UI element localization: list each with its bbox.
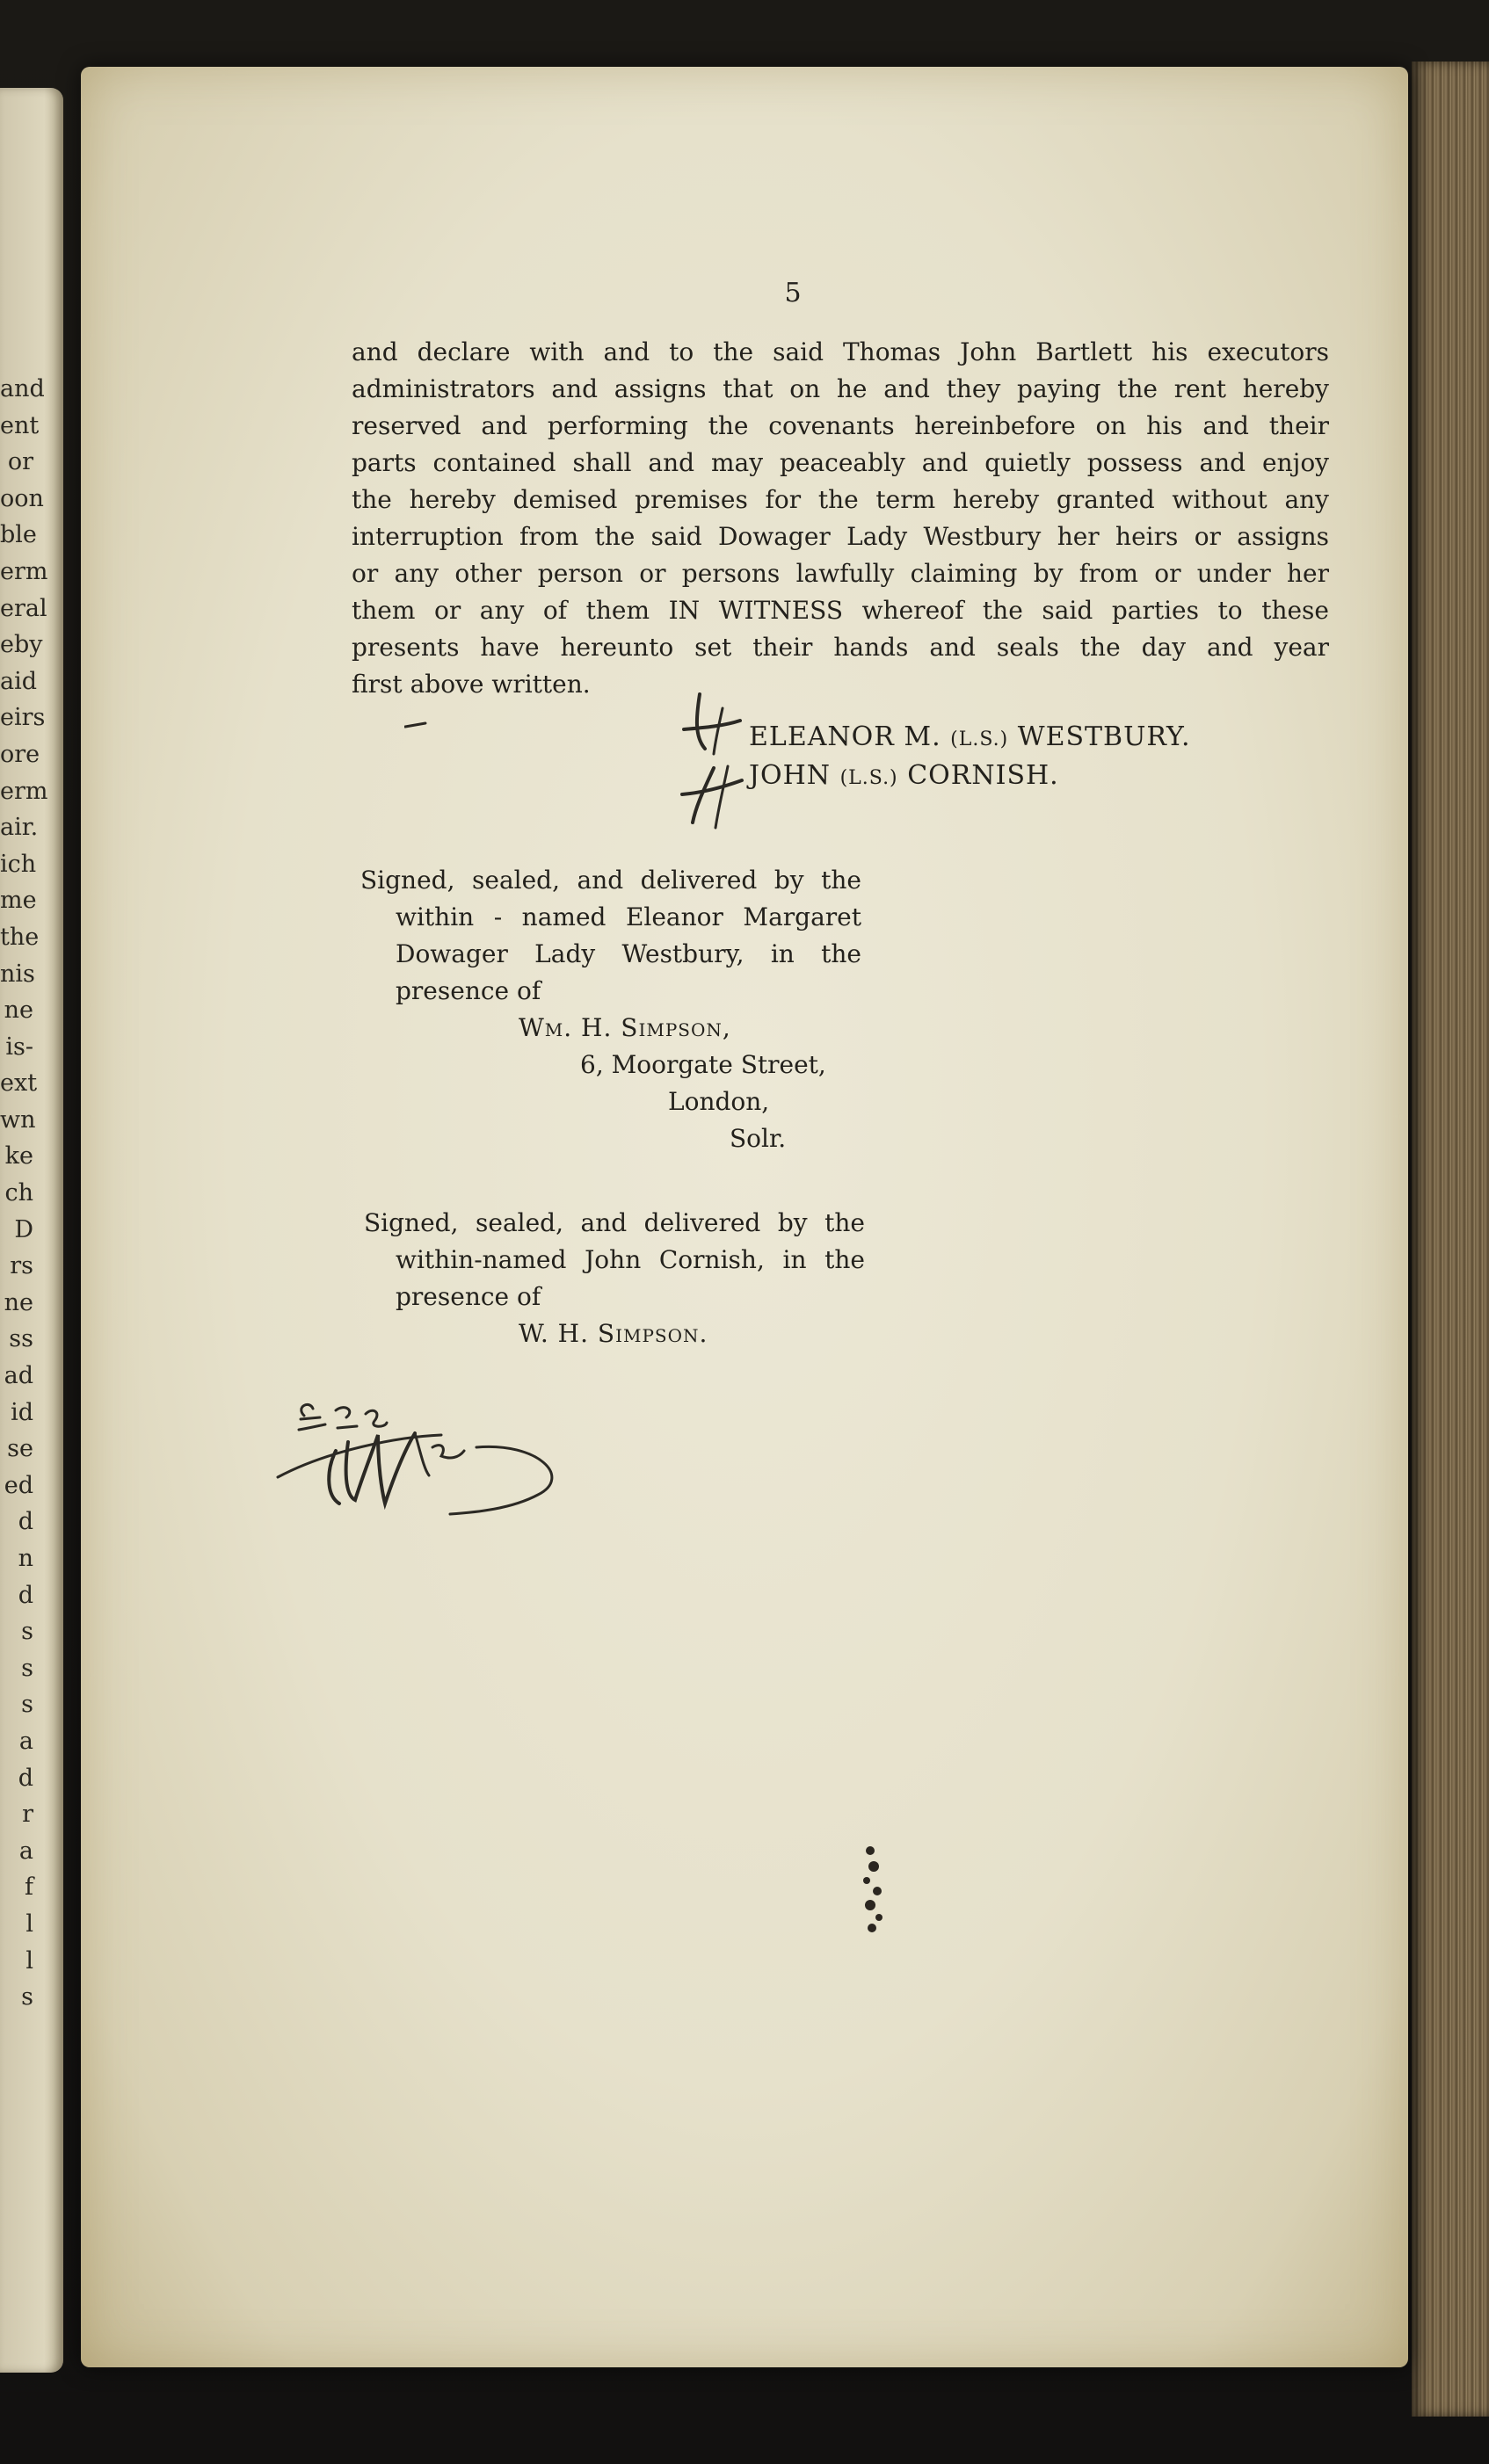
fragment-text: d	[18, 1581, 33, 1609]
witness-role: Solr.	[730, 1124, 787, 1153]
fragment-text: eirs	[0, 704, 46, 732]
fragment-text: and	[0, 375, 45, 402]
witness-name: Wm. H. Simpson,	[519, 1013, 731, 1042]
fragment-text: eral	[0, 594, 47, 622]
fragment-text: ss	[9, 1325, 33, 1353]
fragment-text: ble	[0, 521, 37, 549]
locus-sigilli: (L.S.)	[839, 767, 898, 789]
fragment-text: id	[11, 1398, 33, 1426]
fragment-text: D	[14, 1215, 33, 1243]
fragment-text: ore	[0, 740, 40, 768]
handwritten-cross-marks	[679, 682, 758, 840]
fragment-text: d	[18, 1508, 33, 1536]
attestation-westbury	[360, 862, 861, 1157]
fragment-text: s	[21, 1618, 33, 1646]
fragment-text: oon	[0, 484, 44, 512]
fragment-text: air.	[0, 814, 39, 842]
fragment-text: aid	[0, 667, 38, 695]
fragment-text: l	[25, 1946, 33, 1975]
fragment-text: ad	[4, 1362, 33, 1390]
fragment-text: nis	[0, 960, 35, 988]
signatory-surname: WESTBURY.	[1017, 721, 1191, 752]
fragment-text: s	[21, 1983, 33, 2011]
body-line: parts contained shall and may peaceably and quietly possess and enjoy	[352, 448, 1329, 477]
fragment-text: eby	[0, 631, 43, 659]
attestation-line: within-named John Cornish, in the	[396, 1245, 865, 1274]
signatory-name: JOHN	[749, 760, 832, 791]
signatory-name: ELEANOR M.	[749, 721, 941, 752]
document-page	[81, 67, 1408, 2367]
locus-sigilli: (L.S.)	[950, 728, 1009, 750]
fragment-text: ke	[4, 1142, 33, 1170]
signature-block	[749, 718, 1191, 795]
fragment-text: me	[0, 887, 37, 915]
attestation-line: within - named Eleanor Margaret	[396, 902, 861, 931]
fragment-text: ext	[0, 1069, 38, 1098]
body-line: first above written.	[352, 670, 591, 699]
ink-stain	[854, 1842, 890, 1939]
fragment-text: s	[21, 1691, 33, 1719]
fragment-text: ich	[0, 850, 37, 878]
fragment-text: s	[21, 1654, 33, 1682]
body-line: interruption from the said Dowager Lady Westbury her heirs or assigns	[352, 522, 1329, 551]
attestation-line: presence of	[396, 976, 541, 1005]
ink-dash-mark	[404, 721, 427, 728]
body-line: them or any of them IN WITNESS whereof the said parties to these	[352, 596, 1329, 625]
witness-city: London,	[668, 1087, 770, 1116]
attestation-line: Signed, sealed, and delivered by the	[360, 866, 861, 895]
fragment-text: ne	[4, 996, 33, 1025]
witness-street: 6, Moorgate Street,	[580, 1050, 826, 1079]
attestation-line: Dowager Lady Westbury, in the	[396, 939, 861, 968]
fragment-text: wn	[0, 1105, 36, 1134]
body-line: the hereby demised premises for the term hereby granted without any	[352, 485, 1329, 514]
attestation-line: presence of	[396, 1282, 541, 1311]
body-line: presents have hereunto set their hands and seals the day and year	[352, 633, 1329, 662]
fragment-text: a	[18, 1837, 33, 1865]
previous-page-edge	[0, 88, 63, 2373]
page-content	[81, 67, 1408, 2367]
fragment-text: is-	[5, 1033, 33, 1061]
page-number: 5	[784, 278, 802, 308]
body-line: or any other person or persons lawfully claiming by from or under her	[352, 559, 1329, 588]
witness-name: W. H. Simpson.	[519, 1319, 708, 1348]
previous-page-text-fragments	[0, 371, 63, 2016]
fragment-text: the	[0, 923, 40, 951]
handwritten-signature	[274, 1381, 573, 1530]
fragment-text: rs	[10, 1252, 33, 1280]
signature-cornish	[749, 757, 1191, 795]
fragment-text: n	[18, 1545, 33, 1572]
signatory-surname: CORNISH.	[907, 760, 1059, 791]
body-paragraph	[352, 334, 1329, 703]
attestation-line: Signed, sealed, and delivered by the	[364, 1208, 865, 1237]
fragment-text: ed	[4, 1471, 33, 1499]
fragment-text: d	[18, 1764, 33, 1792]
attestation-cornish	[364, 1205, 865, 1352]
fragment-text: f	[25, 1873, 33, 1902]
body-line: and declare with and to the said Thomas John Bartlett his executors	[352, 337, 1329, 366]
body-line: reserved and performing the covenants hereinbefore on his and their	[352, 411, 1329, 440]
fragment-text: erm	[0, 557, 48, 585]
fragment-text: r	[22, 1801, 33, 1829]
fragment-text: ch	[4, 1179, 33, 1207]
fragment-text: erm	[0, 777, 48, 805]
fragment-text: se	[7, 1435, 33, 1463]
fragment-text: ne	[4, 1288, 33, 1316]
signature-westbury	[749, 718, 1191, 757]
fragment-text: l	[25, 1910, 33, 1938]
fragment-text: a	[18, 1727, 33, 1755]
body-line: administrators and assigns that on he and they paying the rent hereby	[352, 374, 1329, 403]
fragment-text: or	[7, 448, 33, 476]
fragment-text: ent	[0, 411, 40, 439]
book-page-edges	[1412, 62, 1489, 2417]
